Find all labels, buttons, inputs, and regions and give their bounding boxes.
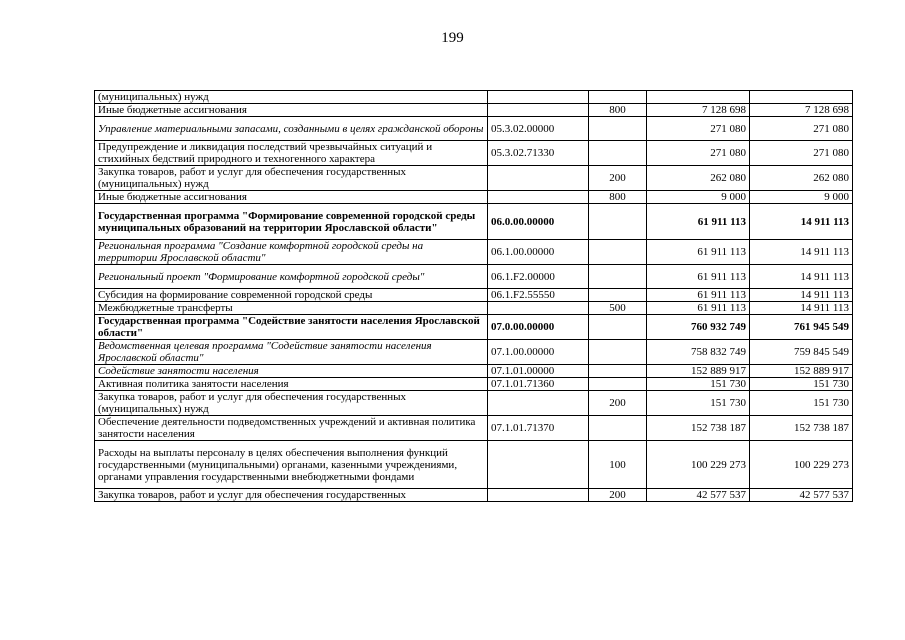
row-code-cell xyxy=(488,302,589,315)
row-name-cell: Расходы на выплаты персоналу в целях обеспечения выполнения функций государственными (муниципальными) органами, казенными учреждениями, органами управления государственными внебюджетными фондами xyxy=(95,441,488,489)
table-row xyxy=(95,315,853,340)
table-row xyxy=(95,289,853,302)
table-row xyxy=(95,191,853,204)
row-amount-year1-cell: 760 932 749 xyxy=(647,315,750,340)
table-row xyxy=(95,117,853,141)
row-amount-year1-cell: 151 730 xyxy=(647,378,750,391)
row-name-cell: Закупка товаров, работ и услуг для обеспечения государственных (муниципальных) нужд xyxy=(95,391,488,416)
table-row xyxy=(95,365,853,378)
row-expense-type-cell xyxy=(589,265,647,289)
table-row xyxy=(95,302,853,315)
table-row xyxy=(95,240,853,265)
row-name-cell: Обеспечение деятельности подведомственных учреждений и активная политика занятости населения xyxy=(95,416,488,441)
row-expense-type-cell xyxy=(589,416,647,441)
table-row xyxy=(95,378,853,391)
row-expense-type-cell xyxy=(589,378,647,391)
row-amount-year1-cell: 152 738 187 xyxy=(647,416,750,441)
row-code-cell xyxy=(488,166,589,191)
row-expense-type-cell: 100 xyxy=(589,441,647,489)
row-amount-year2-cell: 759 845 549 xyxy=(750,340,853,365)
row-name-cell: Межбюджетные трансферты xyxy=(95,302,488,315)
row-code-cell: 06.1.F2.55550 xyxy=(488,289,589,302)
row-expense-type-cell: 200 xyxy=(589,489,647,502)
row-name-cell: Иные бюджетные ассигнования xyxy=(95,191,488,204)
budget-table xyxy=(94,90,853,502)
row-name-cell: Активная политика занятости населения xyxy=(95,378,488,391)
row-amount-year1-cell: 7 128 698 xyxy=(647,104,750,117)
row-name-cell: Государственная программа "Формирование современной городской среды муниципальных образований на территории Ярославской области" xyxy=(95,204,488,240)
row-code-cell xyxy=(488,441,589,489)
row-code-cell: 07.1.00.00000 xyxy=(488,340,589,365)
row-code-cell xyxy=(488,391,589,416)
row-amount-year1-cell: 262 080 xyxy=(647,166,750,191)
row-amount-year2-cell: 14 911 113 xyxy=(750,240,853,265)
row-code-cell xyxy=(488,91,589,104)
row-expense-type-cell: 800 xyxy=(589,191,647,204)
row-code-cell xyxy=(488,104,589,117)
table-row xyxy=(95,91,853,104)
row-expense-type-cell xyxy=(589,340,647,365)
row-amount-year2-cell: 14 911 113 xyxy=(750,302,853,315)
row-expense-type-cell: 200 xyxy=(589,166,647,191)
row-amount-year2-cell xyxy=(750,91,853,104)
table-row xyxy=(95,104,853,117)
row-amount-year1-cell: 9 000 xyxy=(647,191,750,204)
row-amount-year1-cell: 61 911 113 xyxy=(647,265,750,289)
row-code-cell: 07.1.01.71370 xyxy=(488,416,589,441)
table-row xyxy=(95,340,853,365)
row-name-cell: (муниципальных) нужд xyxy=(95,91,488,104)
row-name-cell: Ведомственная целевая программа "Содействие занятости населения Ярославской области" xyxy=(95,340,488,365)
row-code-cell: 07.0.00.00000 xyxy=(488,315,589,340)
budget-table-body xyxy=(95,91,853,502)
row-expense-type-cell xyxy=(589,117,647,141)
row-amount-year1-cell: 151 730 xyxy=(647,391,750,416)
row-amount-year1-cell: 61 911 113 xyxy=(647,302,750,315)
row-amount-year1-cell xyxy=(647,91,750,104)
table-row xyxy=(95,166,853,191)
row-amount-year1-cell: 152 889 917 xyxy=(647,365,750,378)
row-code-cell xyxy=(488,191,589,204)
table-row xyxy=(95,141,853,166)
row-amount-year2-cell: 7 128 698 xyxy=(750,104,853,117)
row-expense-type-cell xyxy=(589,204,647,240)
row-amount-year2-cell: 151 730 xyxy=(750,378,853,391)
page-number: 199 xyxy=(441,30,464,46)
row-name-cell: Государственная программа "Содействие занятости населения Ярославской области" xyxy=(95,315,488,340)
row-amount-year1-cell: 42 577 537 xyxy=(647,489,750,502)
row-amount-year2-cell: 14 911 113 xyxy=(750,265,853,289)
row-amount-year2-cell: 271 080 xyxy=(750,117,853,141)
row-name-cell: Закупка товаров, работ и услуг для обеспечения государственных (муниципальных) нужд xyxy=(95,166,488,191)
row-amount-year1-cell: 758 832 749 xyxy=(647,340,750,365)
row-name-cell: Управление материальными запасами, созданными в целях гражданской обороны xyxy=(95,117,488,141)
row-code-cell: 05.3.02.00000 xyxy=(488,117,589,141)
row-amount-year2-cell: 152 889 917 xyxy=(750,365,853,378)
table-row xyxy=(95,265,853,289)
row-amount-year2-cell: 42 577 537 xyxy=(750,489,853,502)
row-code-cell: 07.1.01.71360 xyxy=(488,378,589,391)
row-code-cell xyxy=(488,489,589,502)
row-expense-type-cell: 800 xyxy=(589,104,647,117)
row-code-cell: 06.0.00.00000 xyxy=(488,204,589,240)
row-name-cell: Предупреждение и ликвидация последствий чрезвычайных ситуаций и стихийных бедствий природного и техногенного характера xyxy=(95,141,488,166)
row-amount-year2-cell: 271 080 xyxy=(750,141,853,166)
row-expense-type-cell xyxy=(589,315,647,340)
row-expense-type-cell xyxy=(589,240,647,265)
row-name-cell: Иные бюджетные ассигнования xyxy=(95,104,488,117)
row-amount-year1-cell: 100 229 273 xyxy=(647,441,750,489)
row-amount-year1-cell: 61 911 113 xyxy=(647,204,750,240)
row-name-cell: Региональный проект "Формирование комфортной городской среды" xyxy=(95,265,488,289)
row-amount-year2-cell: 14 911 113 xyxy=(750,289,853,302)
row-code-cell: 06.1.00.00000 xyxy=(488,240,589,265)
row-amount-year1-cell: 271 080 xyxy=(647,141,750,166)
row-expense-type-cell xyxy=(589,141,647,166)
row-amount-year1-cell: 61 911 113 xyxy=(647,289,750,302)
row-expense-type-cell: 200 xyxy=(589,391,647,416)
table-row xyxy=(95,416,853,441)
row-code-cell: 05.3.02.71330 xyxy=(488,141,589,166)
row-amount-year2-cell: 9 000 xyxy=(750,191,853,204)
row-name-cell: Региональная программа "Создание комфортной городской среды на территории Ярославской области" xyxy=(95,240,488,265)
row-expense-type-cell xyxy=(589,289,647,302)
row-amount-year1-cell: 271 080 xyxy=(647,117,750,141)
table-row xyxy=(95,489,853,502)
table-row xyxy=(95,204,853,240)
row-expense-type-cell xyxy=(589,91,647,104)
row-name-cell: Субсидия на формирование современной городской среды xyxy=(95,289,488,302)
row-code-cell: 06.1.F2.00000 xyxy=(488,265,589,289)
table-row xyxy=(95,441,853,489)
row-amount-year2-cell: 761 945 549 xyxy=(750,315,853,340)
row-code-cell: 07.1.01.00000 xyxy=(488,365,589,378)
row-name-cell: Закупка товаров, работ и услуг для обеспечения государственных xyxy=(95,489,488,502)
row-expense-type-cell: 500 xyxy=(589,302,647,315)
row-amount-year2-cell: 14 911 113 xyxy=(750,204,853,240)
row-amount-year1-cell: 61 911 113 xyxy=(647,240,750,265)
row-expense-type-cell xyxy=(589,365,647,378)
row-amount-year2-cell: 152 738 187 xyxy=(750,416,853,441)
row-amount-year2-cell: 262 080 xyxy=(750,166,853,191)
row-amount-year2-cell: 100 229 273 xyxy=(750,441,853,489)
row-name-cell: Содействие занятости населения xyxy=(95,365,488,378)
row-amount-year2-cell: 151 730 xyxy=(750,391,853,416)
table-row xyxy=(95,391,853,416)
